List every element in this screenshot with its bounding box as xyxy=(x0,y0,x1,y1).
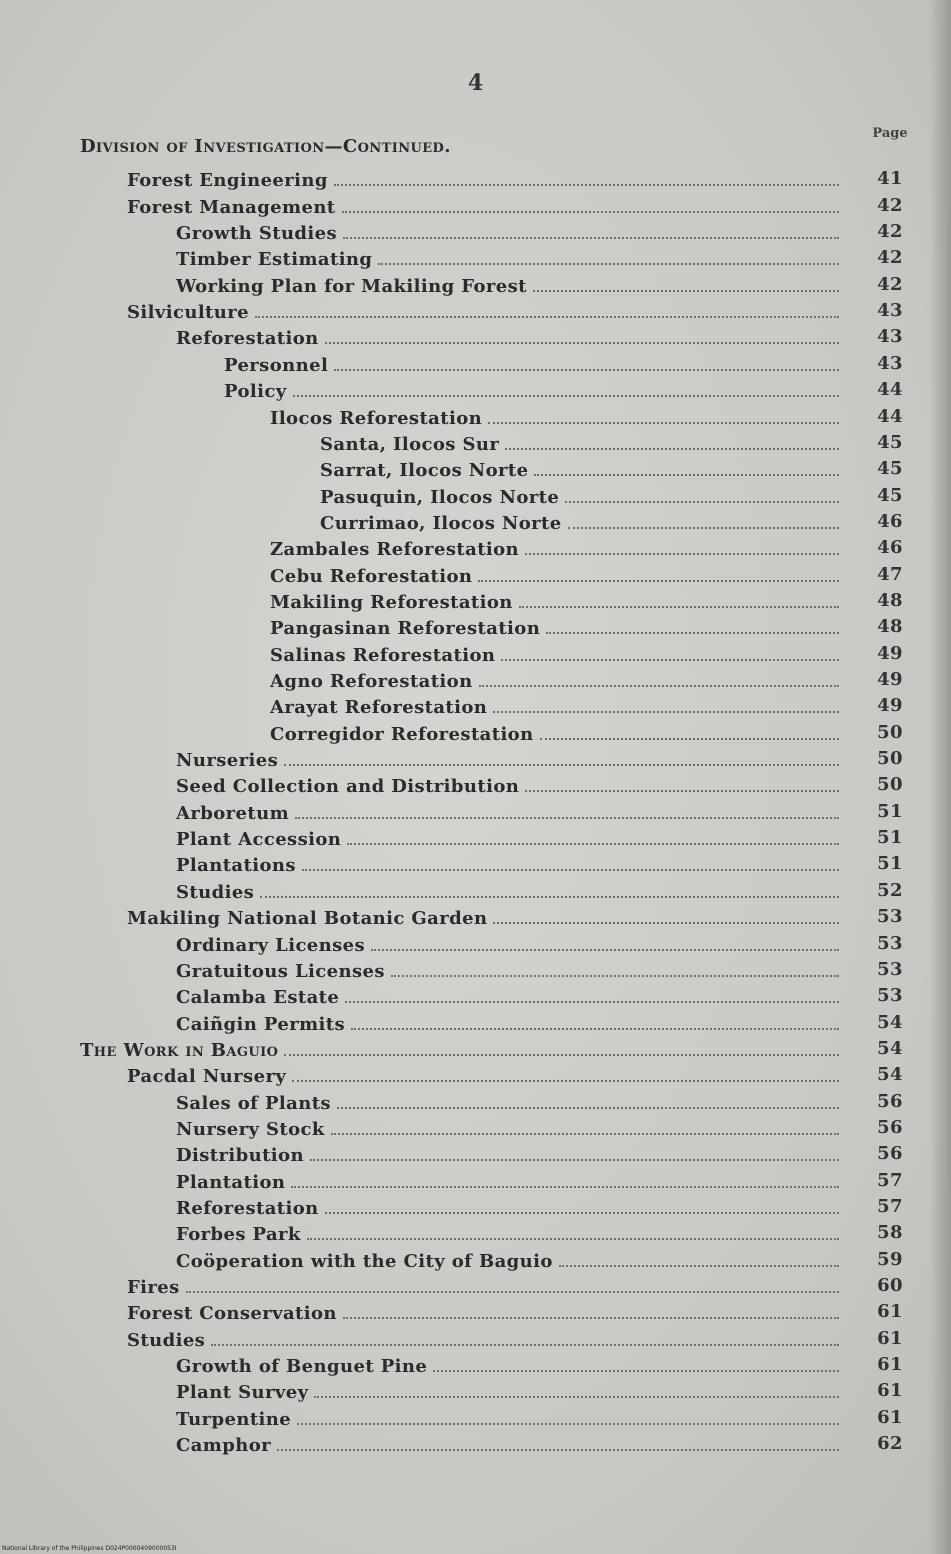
toc-entry-page: 52 xyxy=(877,879,903,901)
page-number: 4 xyxy=(467,70,484,96)
toc-entry-page: 51 xyxy=(877,853,903,875)
toc-entry-label: Gratuitous Licenses xyxy=(176,960,385,982)
toc-entry-line xyxy=(127,1064,839,1090)
toc-entry-label: Reforestation xyxy=(176,1198,319,1219)
toc-entry-label: Makiling National Botanic Garden xyxy=(127,908,488,930)
toc-entry-line xyxy=(270,406,839,432)
toc-entry-label: Makiling Reforestation xyxy=(270,591,513,613)
toc-entry-line xyxy=(320,485,839,511)
toc-entry-page: 48 xyxy=(877,616,903,638)
dot-leader xyxy=(325,1196,839,1214)
toc-entry-line xyxy=(176,1354,839,1380)
dot-leader xyxy=(391,959,839,977)
toc-entry xyxy=(0,590,951,616)
toc-entry xyxy=(0,300,951,326)
library-footer: National Library of the Philippines D024P0000409000053I xyxy=(2,1545,177,1552)
toc-entry xyxy=(0,1038,951,1064)
toc-entry-label: Arayat Reforestation xyxy=(270,697,488,719)
toc-entry-label: Pangasinan Reforestation xyxy=(270,618,541,640)
toc-entry xyxy=(0,247,951,273)
dot-leader xyxy=(525,774,839,792)
toc-entry-label: Nurseries xyxy=(176,750,279,772)
toc-entry xyxy=(0,432,951,458)
page-column-header: Page xyxy=(872,126,908,141)
toc-entry-label: Studies xyxy=(127,1329,206,1351)
toc-entry xyxy=(0,1170,951,1196)
toc-entry-line xyxy=(176,1380,839,1406)
dot-leader xyxy=(295,801,839,819)
dot-leader xyxy=(297,1407,839,1425)
toc-entry xyxy=(0,1143,951,1169)
toc-entry-label: Santa, Ilocos Sur xyxy=(320,433,500,455)
toc-entry-line xyxy=(127,1328,839,1354)
dot-leader xyxy=(277,1433,839,1451)
toc-entry-page: 43 xyxy=(877,300,903,322)
toc-entry xyxy=(0,168,951,194)
toc-entry xyxy=(0,458,951,484)
toc-entry xyxy=(0,1249,951,1275)
toc-entry xyxy=(0,643,951,669)
toc-entry xyxy=(0,880,951,906)
toc-entry-page: 49 xyxy=(877,642,903,664)
toc-entry-page: 50 xyxy=(877,774,903,796)
toc-entry-line xyxy=(176,1012,839,1038)
toc-entry-label: Forbes Park xyxy=(176,1224,301,1246)
toc-entry-page: 48 xyxy=(877,589,903,611)
toc-entry-label: Fires xyxy=(127,1277,180,1299)
toc-entry-label: Plantations xyxy=(176,855,296,877)
toc-entry-line xyxy=(176,1091,839,1117)
toc-entry-page: 45 xyxy=(877,484,903,506)
toc-entry xyxy=(0,1091,951,1117)
toc-entry-label: Division of Investigation—Continued. xyxy=(80,136,451,157)
toc-entry-line xyxy=(127,1275,839,1301)
toc-entry-label: Seed Collection and Distribution xyxy=(176,776,520,798)
toc-entry xyxy=(0,379,951,405)
toc-entry-line xyxy=(176,959,839,985)
toc-entry-label: Sarrat, Ilocos Norte xyxy=(320,460,529,482)
dot-leader xyxy=(505,432,839,450)
toc-entry-label: Policy xyxy=(224,381,287,403)
dot-leader xyxy=(371,933,839,951)
toc-entry-page: 51 xyxy=(877,800,903,822)
dot-leader xyxy=(488,406,839,424)
toc-entry xyxy=(0,1196,951,1222)
toc-entry xyxy=(0,1301,951,1327)
toc-entry-page: 41 xyxy=(877,168,903,190)
dot-leader xyxy=(342,195,839,213)
toc-entry-page: 46 xyxy=(877,537,903,559)
toc-entry-page: 61 xyxy=(877,1354,903,1376)
toc-entry-line xyxy=(176,1407,839,1433)
toc-entry-line xyxy=(80,136,839,162)
toc-entry-label: Arboretum xyxy=(176,802,290,824)
toc-entry-label: Timber Estimating xyxy=(176,249,373,271)
toc-entry-line xyxy=(176,1170,839,1196)
toc-entry xyxy=(0,353,951,379)
toc-entry-line xyxy=(176,1433,839,1459)
toc-entry-page: 44 xyxy=(877,379,903,401)
toc-entry-line xyxy=(176,801,839,827)
toc-entry xyxy=(0,136,951,162)
toc-entry xyxy=(0,1328,951,1354)
toc-entry-line xyxy=(320,432,839,458)
toc-entry-page: 46 xyxy=(877,510,903,532)
toc-entry-label: Salinas Reforestation xyxy=(270,644,496,666)
toc-entry-line xyxy=(176,933,839,959)
dot-leader xyxy=(325,326,839,344)
dot-leader xyxy=(347,827,839,845)
toc-entry-line xyxy=(270,643,839,669)
toc-entry-page: 42 xyxy=(877,221,903,243)
dot-leader xyxy=(493,695,839,713)
toc-entry-line xyxy=(176,1196,839,1222)
toc-entry xyxy=(0,1275,951,1301)
toc-entry xyxy=(0,274,951,300)
toc-entry-line xyxy=(176,274,839,300)
toc-entry-line xyxy=(176,880,839,906)
toc-entry-page: 53 xyxy=(877,906,903,928)
toc-entry xyxy=(0,959,951,985)
toc-entry-page: 45 xyxy=(877,431,903,453)
dot-leader xyxy=(307,1222,839,1240)
toc-entry-label: Reforestation xyxy=(176,328,319,350)
toc-entry xyxy=(0,1222,951,1248)
toc-entry-page: 56 xyxy=(877,1116,903,1138)
dot-leader xyxy=(533,274,839,292)
dot-leader xyxy=(519,590,839,608)
toc-entry-label: Silviculture xyxy=(127,302,249,324)
toc-entry-label: Zambales Reforestation xyxy=(270,539,520,561)
toc-entry xyxy=(0,774,951,800)
dot-leader xyxy=(337,1091,839,1109)
toc-entry-line xyxy=(224,379,839,405)
toc-entry-label: Caiñgin Permits xyxy=(176,1013,346,1035)
toc-entry xyxy=(0,906,951,932)
toc-entry-page: 61 xyxy=(877,1380,903,1402)
toc-entry-label: Sales of Plants xyxy=(176,1092,331,1114)
toc-entry-page: 56 xyxy=(877,1090,903,1112)
toc-entry-page: 42 xyxy=(877,273,903,295)
toc-entry xyxy=(0,564,951,590)
toc-entry-label: Forest Management xyxy=(127,196,336,218)
dot-leader xyxy=(291,1170,839,1188)
toc-entry-page: 49 xyxy=(877,669,903,690)
toc-entry-label: Studies xyxy=(176,881,255,903)
toc-entry-page: 62 xyxy=(877,1433,903,1455)
toc-entry-line xyxy=(320,458,839,484)
toc-entry-line xyxy=(176,1249,839,1275)
dot-leader xyxy=(284,748,839,766)
toc-entry-page: 58 xyxy=(877,1222,903,1244)
toc-entry-page: 50 xyxy=(877,748,903,770)
toc-entry xyxy=(0,485,951,511)
toc-entry-line xyxy=(176,853,839,879)
toc-entry xyxy=(0,1064,951,1090)
toc-entry xyxy=(0,748,951,774)
toc-entry-label: Growth Studies xyxy=(176,223,338,245)
dot-leader xyxy=(546,616,839,634)
toc-entry xyxy=(0,853,951,879)
toc-entry-line xyxy=(176,1117,839,1143)
toc-entry xyxy=(0,221,951,247)
toc-entry-page: 42 xyxy=(877,247,903,269)
dot-leader xyxy=(351,1012,839,1030)
dot-leader xyxy=(478,564,839,582)
dot-leader xyxy=(211,1328,839,1346)
toc-entry-page: 42 xyxy=(877,194,903,216)
toc-entry-page: 61 xyxy=(877,1327,903,1349)
toc-entry-label: Personnel xyxy=(224,354,329,376)
toc-entry-label: Plantation xyxy=(176,1171,286,1193)
toc-entry xyxy=(0,801,951,827)
toc-entry-page: 54 xyxy=(877,1064,903,1086)
toc-entry-line xyxy=(176,247,839,273)
toc-entry-label: Corregidor Reforestation xyxy=(270,723,534,745)
toc-entry xyxy=(0,669,951,695)
toc-entry-line xyxy=(270,722,839,748)
toc-entry xyxy=(0,1380,951,1406)
dot-leader xyxy=(565,485,839,503)
toc-entry-line xyxy=(224,353,839,379)
dot-leader xyxy=(284,1038,839,1056)
toc-entry-page: 57 xyxy=(877,1196,903,1217)
toc-entry-page: 45 xyxy=(877,458,903,480)
dot-leader xyxy=(334,353,839,371)
toc-entry xyxy=(0,326,951,352)
toc-entry-line xyxy=(270,669,839,695)
dot-leader xyxy=(260,880,839,898)
dot-leader xyxy=(186,1275,839,1293)
toc-entry-line xyxy=(176,1143,839,1169)
toc-entry xyxy=(0,1354,951,1380)
dot-leader xyxy=(331,1117,839,1135)
toc-entry-page: 51 xyxy=(877,827,903,849)
toc-entry-page: 47 xyxy=(877,563,903,585)
toc-entry-page: 57 xyxy=(877,1169,903,1191)
dot-leader xyxy=(568,511,839,529)
toc-entry-page: 53 xyxy=(877,932,903,954)
toc-entry-label: Pacdal Nursery xyxy=(127,1066,287,1088)
toc-entry-page: 56 xyxy=(877,1143,903,1165)
toc-entry-line xyxy=(176,221,839,247)
toc-entry-label: Coöperation with the City of Baguio xyxy=(176,1250,553,1272)
toc-entry-line xyxy=(270,537,839,563)
dot-leader xyxy=(525,537,839,555)
toc-entry-line xyxy=(176,827,839,853)
toc-entry-label: Ordinary Licenses xyxy=(176,934,366,956)
toc-entry-label: Camphor xyxy=(176,1435,271,1457)
toc-entry xyxy=(0,195,951,221)
toc-entry-page: 60 xyxy=(877,1275,903,1297)
toc-entry-line xyxy=(176,1222,839,1248)
toc-entry xyxy=(0,1407,951,1433)
toc-entry-line xyxy=(270,616,839,642)
toc-entry-label: Pasuquin, Ilocos Norte xyxy=(320,486,560,508)
dot-leader xyxy=(540,722,839,740)
toc-entry xyxy=(0,1433,951,1459)
toc-entry-label: Cebu Reforestation xyxy=(270,565,473,587)
dot-leader xyxy=(343,221,839,239)
toc-entry-label: Plant Accession xyxy=(176,829,342,851)
toc-entry-page: 61 xyxy=(877,1301,903,1323)
toc-entry-line xyxy=(127,195,839,221)
toc-entry xyxy=(0,511,951,537)
toc-entry xyxy=(0,695,951,721)
toc-entry-line xyxy=(270,564,839,590)
toc-entry-label: Growth of Benguet Pine xyxy=(176,1356,428,1378)
toc-entry-page: 49 xyxy=(877,695,903,717)
dot-leader xyxy=(343,1301,839,1319)
toc-entry-line xyxy=(176,326,839,352)
toc-entry-label: Calamba Estate xyxy=(176,987,340,1009)
toc-entry-page: 50 xyxy=(877,721,903,743)
toc-entry-page: 44 xyxy=(877,405,903,427)
dot-leader xyxy=(314,1380,839,1398)
toc-entry-line xyxy=(80,1038,839,1064)
dot-leader xyxy=(479,669,839,687)
dot-leader xyxy=(255,300,839,318)
toc-entry-label: Forest Conservation xyxy=(127,1303,337,1325)
toc-entry-line xyxy=(176,774,839,800)
toc-entry-page: 54 xyxy=(877,1037,903,1059)
toc-entry-line xyxy=(127,906,839,932)
toc-entry-label: The Work in Baguio xyxy=(80,1039,279,1061)
toc-entry xyxy=(0,985,951,1011)
toc-entry-page: 59 xyxy=(877,1248,903,1270)
dot-leader xyxy=(501,643,839,661)
dot-leader xyxy=(345,985,839,1003)
toc-entry-page: 54 xyxy=(877,1011,903,1033)
toc-entry-line xyxy=(127,168,839,194)
toc-entry-line xyxy=(127,300,839,326)
dot-leader xyxy=(559,1249,839,1267)
toc-entry xyxy=(0,1117,951,1143)
toc-entry-page: 53 xyxy=(877,985,903,1007)
toc-entry-line xyxy=(270,590,839,616)
dot-leader xyxy=(302,853,839,871)
dot-leader xyxy=(493,906,839,924)
toc-entry-label: Working Plan for Makiling Forest xyxy=(176,275,527,297)
toc-entry-label: Turpentine xyxy=(176,1408,292,1430)
toc-entry-label: Nursery Stock xyxy=(176,1118,325,1140)
toc-entry xyxy=(0,933,951,959)
toc-entry-label: Forest Engineering xyxy=(127,170,328,192)
toc-entry xyxy=(0,537,951,563)
toc-entry-label: Agno Reforestation xyxy=(270,671,473,692)
toc-entry xyxy=(0,406,951,432)
toc-entry-label: Plant Survey xyxy=(176,1382,309,1404)
toc-entry-page: 43 xyxy=(877,352,903,374)
toc-entry-line xyxy=(176,748,839,774)
toc-entry-page: 53 xyxy=(877,958,903,980)
toc-entry-line xyxy=(176,985,839,1011)
toc-entry-label: Distribution xyxy=(176,1145,304,1167)
toc-entry xyxy=(0,827,951,853)
toc-entry-line xyxy=(127,1301,839,1327)
dot-leader xyxy=(293,379,839,397)
dot-leader xyxy=(334,168,839,186)
toc-entry-page: 43 xyxy=(877,326,903,348)
toc-entry-label: Ilocos Reforestation xyxy=(270,407,483,429)
toc-entry xyxy=(0,616,951,642)
toc-entry-line xyxy=(270,695,839,721)
dot-leader xyxy=(310,1143,839,1161)
toc-entry-line xyxy=(320,511,839,537)
dot-leader xyxy=(378,247,839,265)
dot-leader xyxy=(292,1064,839,1082)
dot-leader xyxy=(534,458,839,476)
toc-entry-label: Currimao, Ilocos Norte xyxy=(320,512,562,534)
toc-entry-page: 61 xyxy=(877,1406,903,1428)
toc-entry xyxy=(0,722,951,748)
dot-leader xyxy=(433,1354,839,1372)
toc-entry xyxy=(0,1012,951,1038)
